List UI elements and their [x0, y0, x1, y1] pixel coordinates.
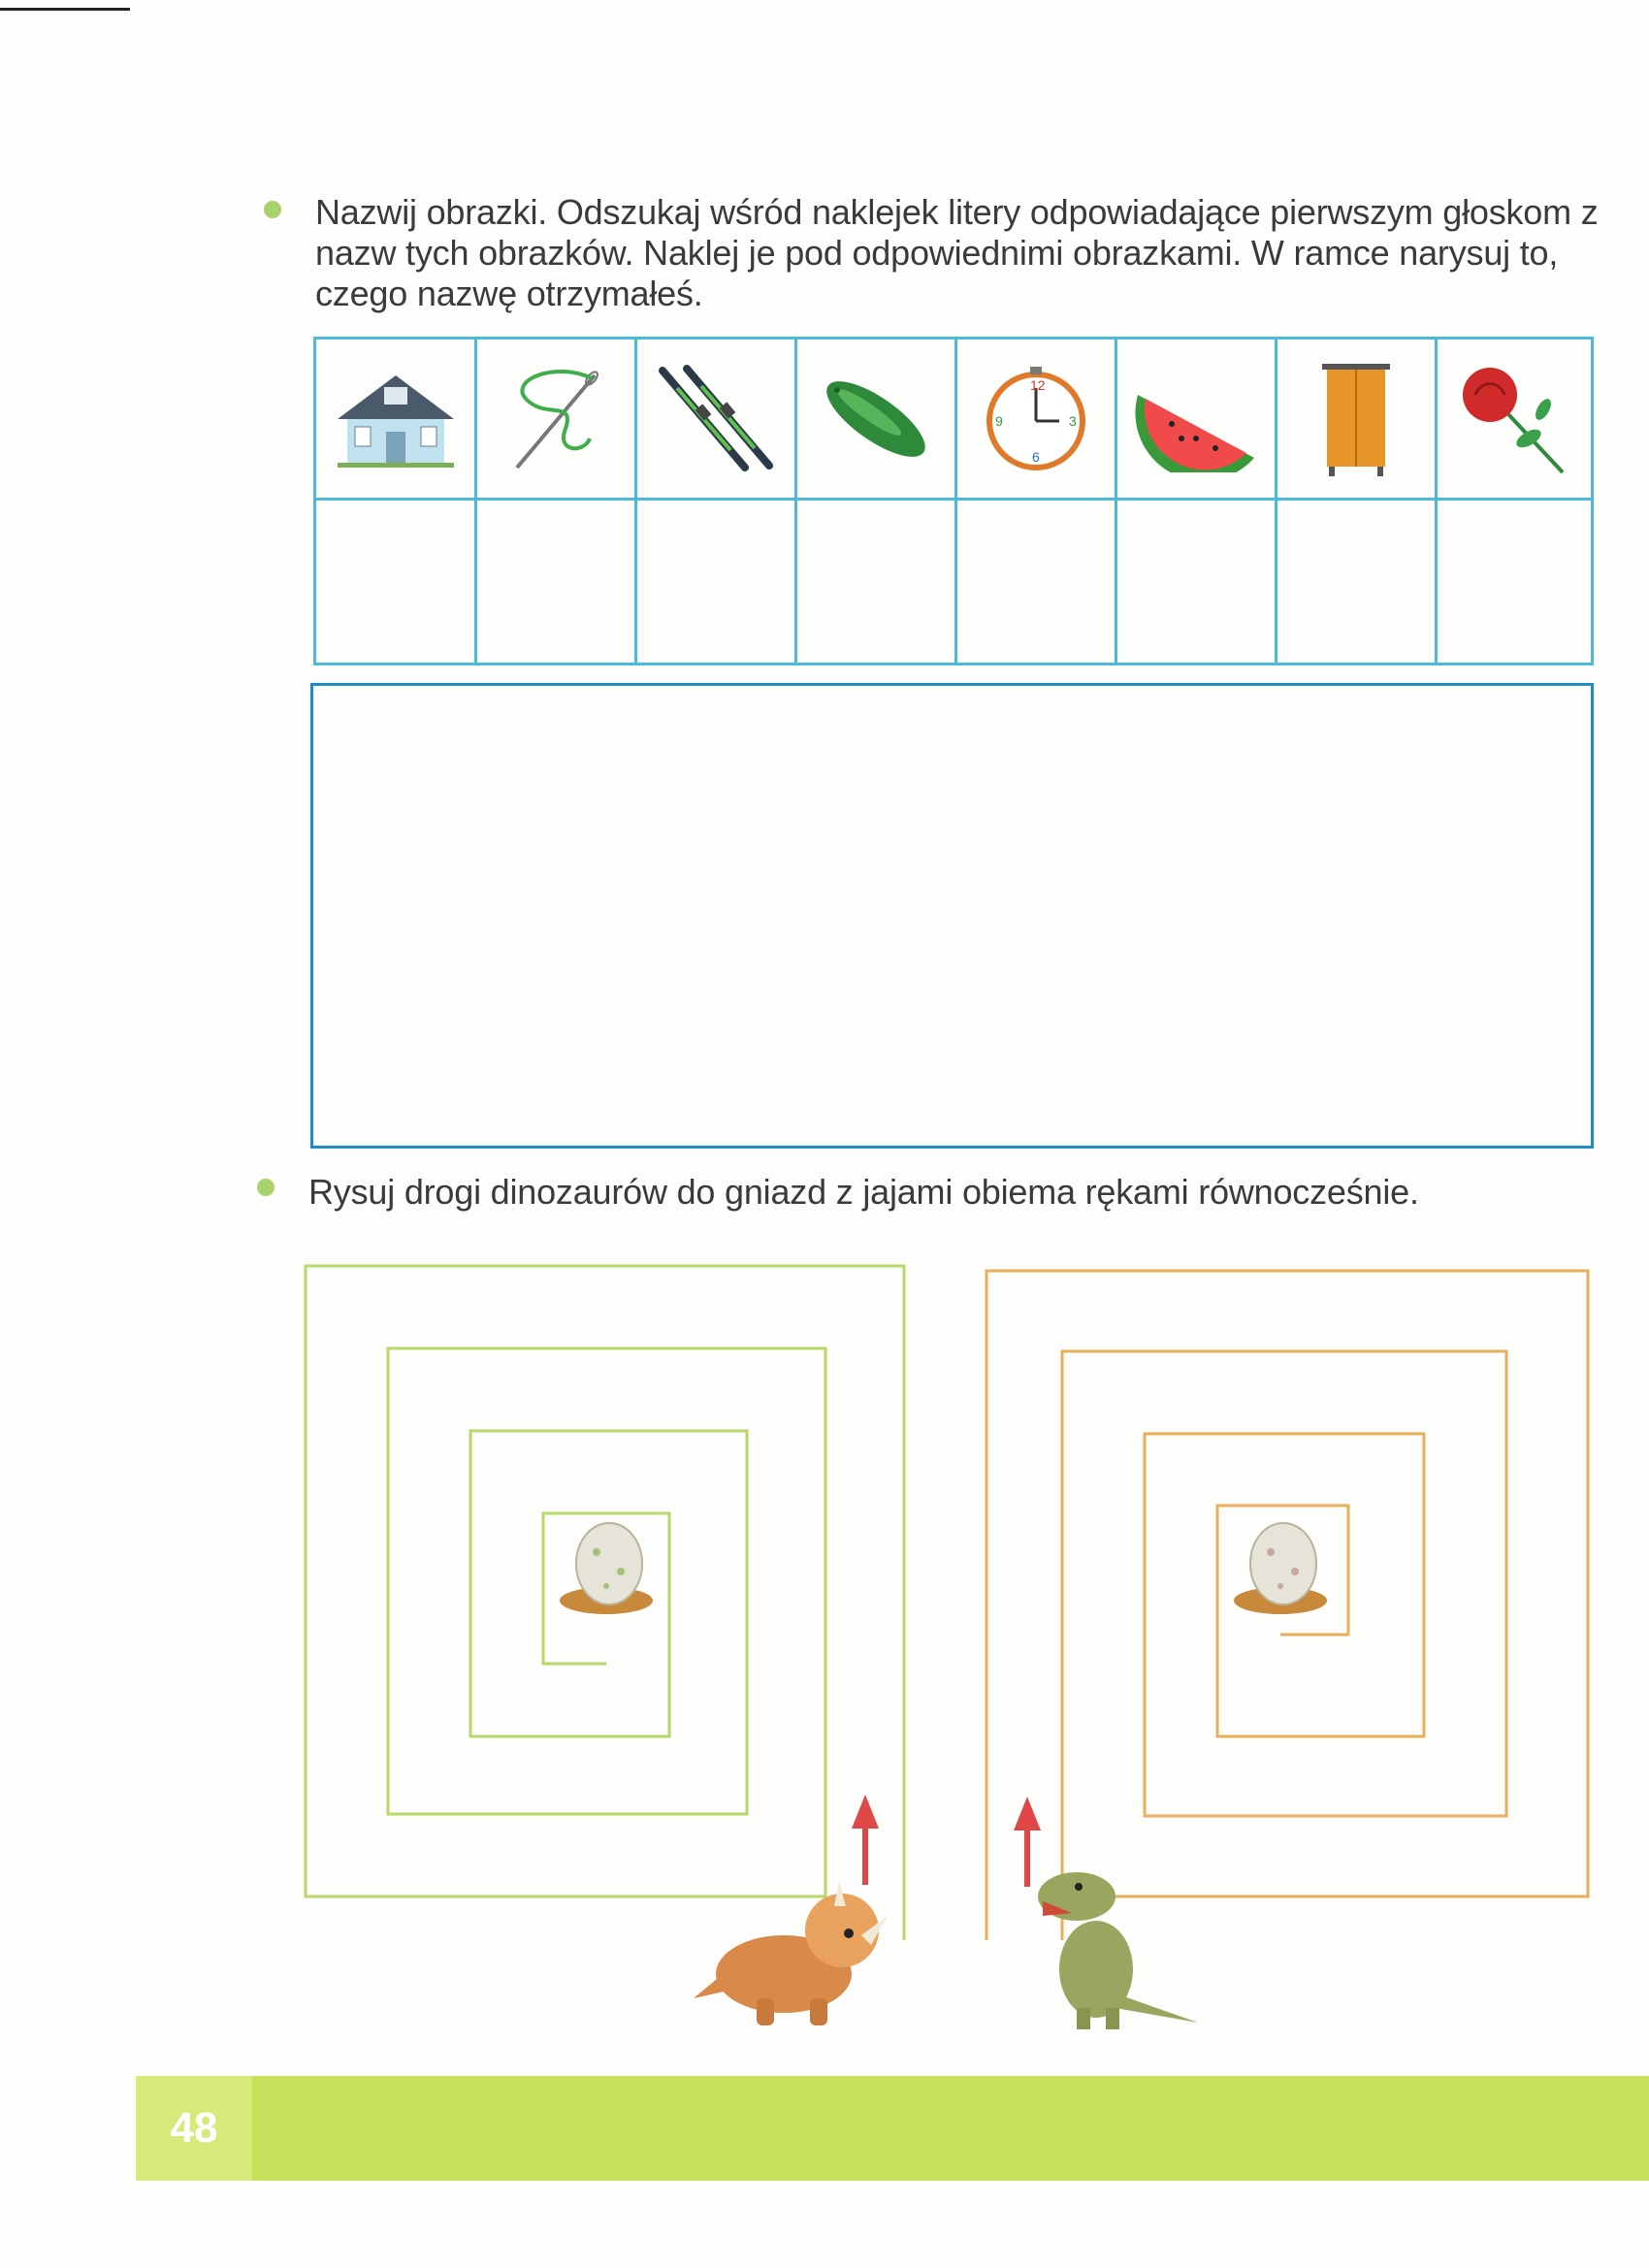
- up-arrow-icon: [1014, 1797, 1041, 1887]
- clock-digit-12: 12: [1030, 376, 1046, 393]
- task2-instruction: Rysuj drogi dinozaurów do gniazd z jajami obiema rękami równocześnie.: [308, 1172, 1419, 1212]
- footer-bar: [136, 2076, 1649, 2181]
- clock-digit-3: 3: [1069, 412, 1077, 429]
- clock-digit-9: 9: [995, 412, 1003, 429]
- triceratops-icon: [694, 1882, 888, 2025]
- task1-instruction: Nazwij obrazki. Odszukaj wśród naklejek litery odpowiadające pierwszym głoskom z nazw tych obrazków. Naklej je pod odpowiednimi obrazkami. W ramce narysuj to, czego nazwę otrzymałeś.: [315, 192, 1599, 313]
- up-arrow-icon: [852, 1795, 879, 1885]
- egg-nest-icon: [560, 1523, 653, 1614]
- page-number: 48: [170, 2104, 218, 2152]
- egg-nest-icon: [1234, 1523, 1327, 1614]
- page-number-box: [136, 2076, 252, 2181]
- clock-digit-6: 6: [1032, 448, 1040, 465]
